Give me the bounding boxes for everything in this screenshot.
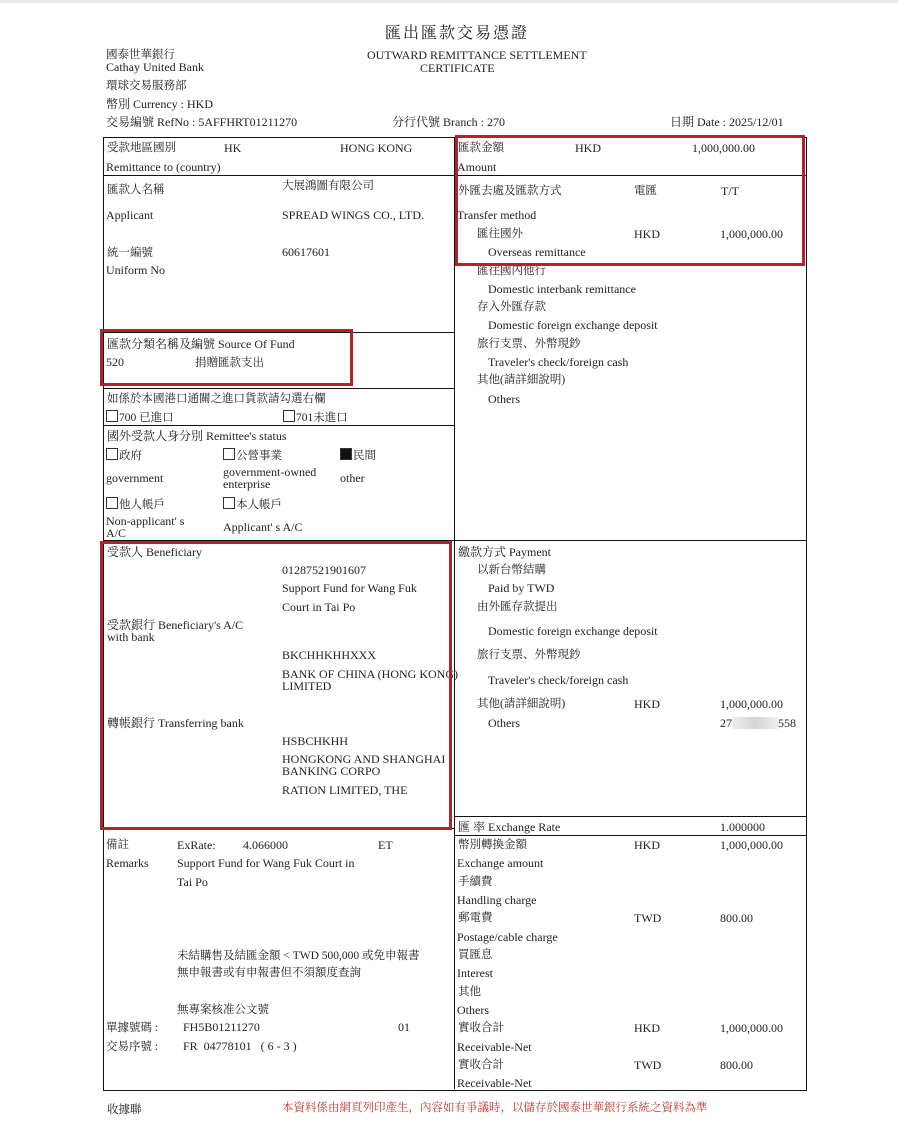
overseas-zh: 匯往國外	[477, 228, 523, 240]
beneficiary-bank-label: 受款銀行 Beneficiary's A/C	[107, 618, 244, 632]
pay-others-currency: HKD	[634, 697, 660, 711]
interest-en: Interest	[457, 966, 493, 980]
transfer-method-label-zh: 外匯去處及匯款方式	[458, 185, 562, 197]
applicant-label-zh: 匯款人名稱	[107, 184, 165, 196]
amount-currency: HKD	[575, 141, 601, 155]
uniform-label-zh: 統一編號	[107, 247, 153, 259]
department: 環球交易服務部	[106, 80, 187, 92]
status-other-en: other	[340, 471, 365, 485]
travel-en: Traveler's check/foreign cash	[488, 355, 629, 369]
net-twd-zh: 實收合計	[458, 1059, 504, 1071]
checkbox-label: 政府	[119, 450, 142, 462]
document-title-en-2: CERTIFICATE	[420, 61, 495, 75]
document-no-suffix: 01	[398, 1020, 410, 1034]
pay-twd-en: Paid by TWD	[488, 581, 555, 595]
import-note: 如係於本國港口通關之進口貨款請勾選右欄	[107, 393, 326, 405]
column-divider	[454, 137, 455, 1089]
source-of-fund-code: 520	[106, 355, 124, 369]
net-hkd-en: Receivable-Net	[457, 1040, 532, 1054]
checkbox-icon	[223, 497, 235, 509]
checkbox-icon	[106, 448, 118, 460]
remarks-text-2: Tai Po	[177, 875, 208, 889]
interest-zh: 買匯息	[458, 949, 493, 961]
row-divider	[103, 388, 454, 389]
transferring-bank-name: HONGKONG AND SHANGHAI	[282, 752, 446, 766]
sequence-no: FR 04778101 ( 6 - 3 )	[183, 1039, 297, 1053]
checkbox-other[interactable]	[340, 448, 376, 462]
declaration-note-2: 無申報書或有申報書但不須額度查詢	[177, 967, 361, 979]
row-divider	[454, 816, 806, 817]
pay-twd-zh: 以新台幣結購	[477, 564, 546, 576]
row-divider	[454, 835, 806, 836]
others-en: Others	[488, 392, 520, 406]
approval-note: 無專案核准公文號	[177, 1004, 269, 1016]
row-divider	[103, 425, 454, 426]
pay-others-value: 1,000,000.00	[720, 697, 783, 711]
exchange-amount-currency: HKD	[634, 838, 660, 852]
country-label-zh: 受款地區國別	[107, 142, 176, 154]
overseas-currency: HKD	[634, 227, 660, 241]
postage-currency: TWD	[634, 911, 662, 925]
bank-name-en: Cathay United Bank	[106, 60, 204, 74]
beneficiary-name: Support Fund for Wang Fuk	[282, 581, 417, 595]
account-start: 27	[720, 716, 732, 730]
applicant-label-en: Applicant	[106, 208, 154, 222]
status-soe-en-2: enterprise	[223, 477, 271, 491]
beneficiary-bank-label-2: with bank	[107, 630, 155, 644]
document-no-label: 單據號碼 :	[106, 1022, 159, 1034]
travel-zh: 旅行支票、外幣現鈔	[477, 338, 581, 350]
remarks-label-zh: 備註	[106, 839, 129, 851]
acct-non-en-2: A/C	[106, 526, 127, 540]
exchange-amount-value: 1,000,000.00	[720, 838, 783, 852]
exchange-amount-zh: 幣別轉換金額	[458, 839, 527, 851]
postage-en: Postage/cable charge	[457, 930, 558, 944]
highlight-source-box	[100, 329, 353, 386]
checkbox-icon	[283, 410, 295, 422]
checkbox-icon	[223, 448, 235, 460]
country-label-en: Remittance to (country)	[106, 160, 221, 174]
pay-others-zh: 其他(請詳細說明)	[477, 698, 566, 710]
checkbox-icon	[106, 410, 118, 422]
domestic-zh: 匯往國內他行	[477, 265, 546, 277]
pay-deposit-en: Domestic foreign exchange deposit	[488, 624, 658, 638]
pay-others-account	[720, 717, 796, 730]
transfer-method-zh: 電匯	[634, 185, 657, 197]
pay-travel-en: Traveler's check/foreign cash	[488, 673, 629, 687]
other-zh: 其他	[458, 986, 481, 998]
checkbox-label: 民間	[353, 450, 376, 462]
document-title-en: OUTWARD REMITTANCE SETTLEMENT	[367, 48, 587, 62]
remarks-label-en: Remarks	[106, 856, 149, 870]
acct-non-en: Non-applicant' s	[106, 514, 185, 528]
disclaimer: 本資料係由網頁列印產生，內容如有爭議時，以儲存於國泰世華銀行系統之資料為準	[282, 1102, 708, 1114]
source-of-fund-desc: 捐贈匯款支出	[195, 357, 264, 369]
checked-checkbox-icon	[340, 448, 352, 460]
currency: 幣別 Currency : HKD	[106, 97, 213, 111]
beneficiary-account: 01287521901607	[282, 563, 366, 577]
date: 日期 Date : 2025/12/01	[670, 115, 784, 129]
status-gov-en: government	[106, 471, 164, 485]
transfer-method-label-en: Transfer method	[457, 208, 537, 222]
transferring-bank-swift: HSBCHKHH	[282, 734, 349, 748]
exchange-amount-en: Exchange amount	[457, 856, 544, 870]
amount-label-zh: 匯款金額	[458, 142, 504, 154]
checkbox-label: 701未進口	[296, 412, 348, 424]
source-of-fund-label: 匯款分類名稱及編號 Source Of Fund	[107, 337, 295, 351]
pay-deposit-zh: 由外匯存款提出	[477, 601, 558, 613]
country-name: HONG KONG	[340, 141, 413, 155]
uniform-label-en: Uniform No	[106, 263, 165, 277]
handling-zh: 手續費	[458, 876, 493, 888]
page-top-edge	[0, 0, 898, 3]
copy-label: 收據聯	[107, 1104, 142, 1116]
net-hkd-currency: HKD	[634, 1021, 660, 1035]
country-code: HK	[224, 141, 242, 155]
exrate-code: ET	[378, 838, 393, 852]
net-twd-value: 800.00	[720, 1058, 753, 1072]
transferring-bank-label: 轉帳銀行 Transferring bank	[107, 716, 244, 730]
redacted-block	[732, 717, 778, 729]
document-title-zh: 匯出匯款交易憑證	[385, 25, 530, 42]
applicant-name-zh: 大展鴻圖有限公司	[282, 180, 374, 192]
exchange-rate-value: 1.000000	[720, 820, 765, 834]
checkbox-label: 公營事業	[236, 450, 282, 462]
checkbox-label: 本人帳戶	[236, 499, 282, 511]
beneficiary-bank-name: BANK OF CHINA (HONG KONG)	[282, 667, 458, 681]
highlight-beneficiary-box	[100, 541, 452, 830]
net-twd-currency: TWD	[634, 1058, 662, 1072]
checkbox-non-applicant[interactable]	[106, 497, 165, 511]
transferring-bank-name-3: RATION LIMITED, THE	[282, 783, 408, 797]
checkbox-import-701[interactable]	[283, 410, 348, 424]
highlight-amount-box	[455, 135, 805, 266]
deposit-en: Domestic foreign exchange deposit	[488, 318, 658, 332]
checkbox-applicant[interactable]	[223, 497, 282, 511]
postage-zh: 郵電費	[458, 912, 493, 924]
postage-value: 800.00	[720, 911, 753, 925]
acct-self-en: Applicant' s A/C	[223, 520, 303, 534]
amount-value: 1,000,000.00	[692, 141, 755, 155]
checkbox-import-700[interactable]	[106, 410, 174, 424]
declaration-note: 未結購售及結匯金額 < TWD 500,000 或免申報書	[177, 950, 420, 962]
pay-others-en: Others	[488, 716, 520, 730]
beneficiary-name-2: Court in Tai Po	[282, 600, 356, 614]
checkbox-icon	[106, 497, 118, 509]
checkbox-label: 他人帳戶	[119, 499, 165, 511]
sequence-no-label: 交易序號 :	[106, 1041, 159, 1053]
overseas-value: 1,000,000.00	[720, 227, 783, 241]
net-hkd-value: 1,000,000.00	[720, 1021, 783, 1035]
checkbox-soe[interactable]	[223, 448, 282, 462]
account-end: 558	[778, 716, 796, 730]
domestic-en: Domestic interbank remittance	[488, 282, 636, 296]
branch: 分行代號 Branch : 270	[392, 115, 505, 129]
checkbox-label: 700 已進口	[119, 412, 174, 424]
others-zh: 其他(請詳細說明)	[477, 374, 566, 386]
remarks-text: Support Fund for Wang Fuk Court in	[177, 856, 355, 870]
remittee-status-label: 國外受款人身分別 Remittee's status	[107, 429, 287, 443]
applicant-name-en: SPREAD WINGS CO., LTD.	[282, 208, 425, 222]
bank-name-zh: 國泰世華銀行	[106, 49, 175, 61]
uniform-no: 60617601	[282, 245, 330, 259]
checkbox-government[interactable]	[106, 448, 142, 462]
status-soe-en: government-owned	[223, 465, 317, 479]
deposit-zh: 存入外匯存款	[477, 301, 546, 313]
beneficiary-bank-name-2: LIMITED	[282, 679, 332, 693]
handling-en: Handling charge	[457, 893, 537, 907]
net-hkd-zh: 實收合計	[458, 1022, 504, 1034]
exrate-label: ExRate:	[177, 838, 216, 852]
ref-no: 交易編號 RefNo : 5AFFHRT01211270	[106, 115, 298, 129]
transferring-bank-name-2: BANKING CORPO	[282, 764, 381, 778]
transfer-method-code: T/T	[721, 184, 739, 198]
document-no: FH5B01211270	[183, 1020, 260, 1034]
other-en: Others	[457, 1003, 489, 1017]
net-twd-en: Receivable-Net	[457, 1076, 532, 1090]
overseas-en: Overseas remittance	[488, 245, 586, 259]
exrate-value: 4.066000	[243, 838, 288, 852]
beneficiary-bank-swift: BKCHHKHHXXX	[282, 648, 377, 662]
payment-label: 繳款方式 Payment	[458, 545, 551, 559]
exchange-rate-label: 匯 率 Exchange Rate	[458, 820, 561, 834]
amount-label-en: Amount	[457, 160, 497, 174]
beneficiary-label: 受款人 Beneficiary	[107, 545, 202, 559]
pay-travel-zh: 旅行支票、外幣現鈔	[477, 649, 581, 661]
